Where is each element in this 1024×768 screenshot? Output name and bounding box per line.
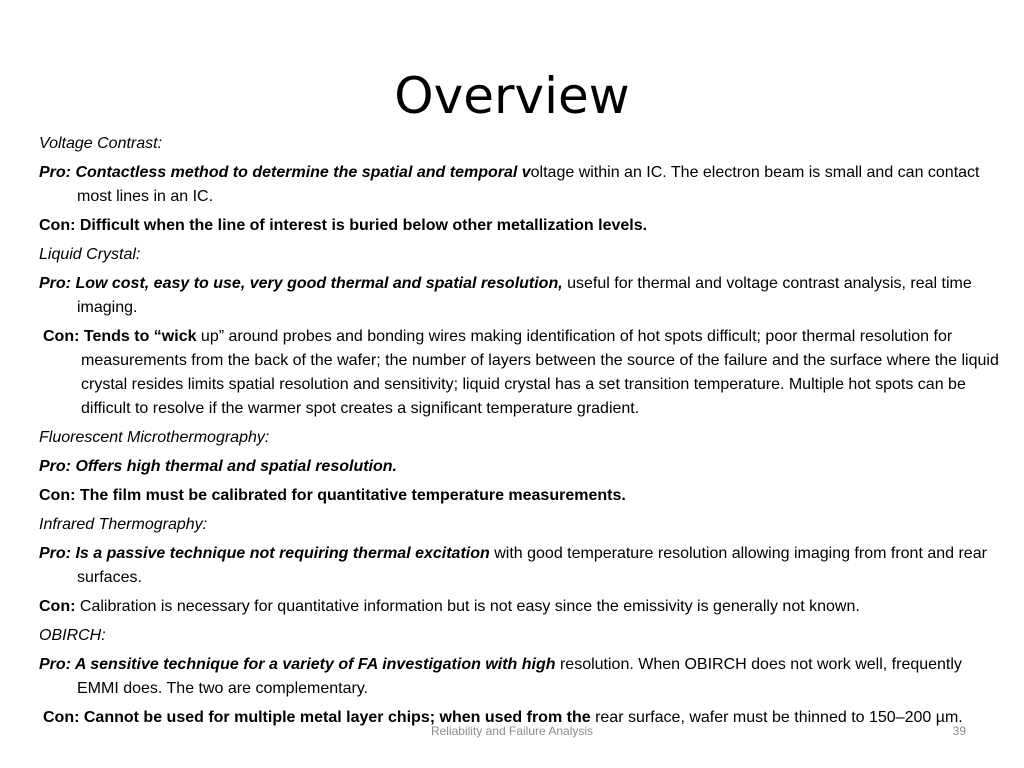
slide-body bbox=[39, 132, 999, 735]
section-heading-infrared: Infrared Thermography: bbox=[39, 516, 208, 533]
pro-text: resolution. When OBIRCH does not work well, frequently EMMI does. The two are complementary. bbox=[77, 656, 962, 697]
pro-label: Pro: A sensitive technique for a variety of FA investigation with high bbox=[39, 656, 556, 673]
voltage-contrast-pro bbox=[39, 161, 999, 209]
slide-title: Overview bbox=[394, 67, 630, 125]
con-text: up” around probes and bonding wires making identification of hot spots difficult; poor thermal resolution for measurements from the back of the wafer; the number of layers between the source of the failure and the surface where the liquid crystal resides limits spatial resolution and sensitivity; liquid crystal has a set transition temperature. Multiple hot spots can be difficult to resolve if the warmer spot creates a significant temperature gradient. bbox=[81, 328, 999, 417]
con-label: Con: Tends to “wick bbox=[43, 328, 197, 345]
fluorescent-con: Con: The film must be calibrated for quantitative temperature measurements. bbox=[39, 487, 626, 504]
voltage-contrast-con: Con: Difficult when the line of interest is buried below other metallization levels. bbox=[39, 217, 648, 234]
infrared-con bbox=[39, 595, 999, 619]
con-label: Con: Cannot be used for multiple metal layer chips; when used from the bbox=[43, 709, 591, 726]
section-heading-liquid-crystal: Liquid Crystal: bbox=[39, 246, 141, 263]
slide-footer bbox=[0, 724, 1024, 744]
pro-text: with good temperature resolution allowing imaging from front and rear surfaces. bbox=[77, 545, 987, 586]
section-heading-voltage-contrast: Voltage Contrast: bbox=[39, 135, 163, 152]
pro-label: Pro: Low cost, easy to use, very good thermal and spatial resolution, bbox=[39, 275, 563, 292]
obirch-pro bbox=[39, 653, 999, 701]
liquid-crystal-con bbox=[39, 325, 999, 421]
con-text: rear surface, wafer must be thinned to 150–200 µm. bbox=[590, 709, 963, 726]
infrared-pro bbox=[39, 542, 999, 590]
fluorescent-pro: Pro: Offers high thermal and spatial resolution. bbox=[39, 458, 397, 475]
pro-label: Pro: Contactless method to determine the spatial and temporal v bbox=[39, 164, 531, 181]
pro-label: Pro: Is a passive technique not requiring thermal excitation bbox=[39, 545, 490, 562]
footer-title: Reliability and Failure Analysis bbox=[430, 724, 594, 738]
con-label: Con: bbox=[39, 598, 76, 615]
con-text: Calibration is necessary for quantitative information but is not easy since the emissivity is generally not known. bbox=[75, 598, 860, 615]
section-heading-fluorescent: Fluorescent Microthermography: bbox=[39, 429, 270, 446]
liquid-crystal-pro bbox=[39, 272, 999, 320]
page-number: 39 bbox=[952, 724, 966, 738]
section-heading-obirch: OBIRCH: bbox=[39, 627, 106, 644]
pro-text: oltage within an IC. The electron beam is small and can contact most lines in an IC. bbox=[77, 164, 980, 205]
pro-text: useful for thermal and voltage contrast analysis, real time imaging. bbox=[77, 275, 972, 316]
